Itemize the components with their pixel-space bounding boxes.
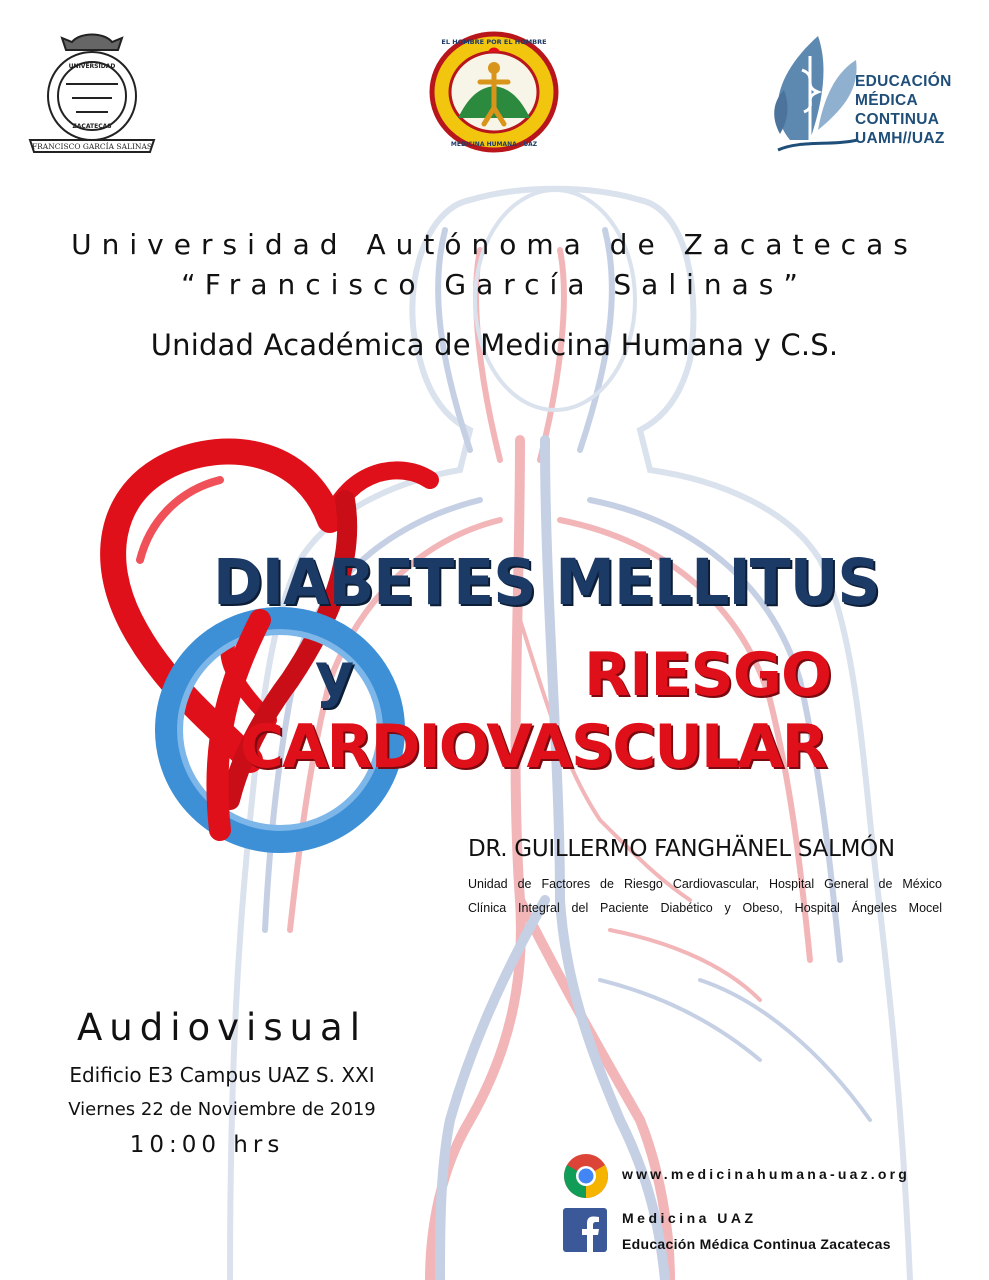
headline-riesgo: RIESGO [584, 640, 831, 710]
headline-diabetes-mellitus: DIABETES MELLITUS [213, 546, 880, 620]
facebook-icon [563, 1208, 607, 1252]
svg-text:MEDICINA HUMANA - UAZ: MEDICINA HUMANA - UAZ [450, 141, 538, 148]
speaker-name: DR. GUILLERMO FANGHÄNEL SALMÓN [468, 836, 895, 862]
facebook-page-name: Medicina UAZ [622, 1210, 757, 1226]
emc-line4: UAMH//UAZ [855, 130, 945, 147]
venue-block [40, 1006, 404, 1158]
university-subtitle: “Francisco García Salinas” [181, 268, 808, 301]
svg-text:FRANCISCO GARCÍA SALINAS: FRANCISCO GARCÍA SALINAS [31, 142, 153, 151]
venue-building: Edificio E3 Campus UAZ S. XXI [69, 1063, 375, 1087]
chrome-icon [562, 1152, 610, 1200]
speaker-affiliation-1: Unidad de Factores de Riesgo Cardiovascular, Hospital General de México [468, 877, 942, 891]
speaker-block [468, 836, 942, 920]
headline-connector: y [315, 640, 354, 710]
speaker-affiliation-2: Clínica Integral del Paciente Diabético y Obeso, Hospital Ángeles Mocel [468, 901, 942, 915]
academic-unit-title: Unidad Académica de Medicina Humana y C.S. [150, 328, 839, 362]
emc-line3: CONTINUA [855, 111, 940, 128]
event-date: Viernes 22 de Noviembre de 2019 [68, 1099, 376, 1120]
website-url: www.medicinahumana-uaz.org [622, 1166, 911, 1182]
university-title: Universidad Autónoma de Zacatecas [71, 228, 918, 261]
facebook-page-subtitle: Educación Médica Continua Zacatecas [622, 1236, 891, 1252]
svg-text:ZACATECAS: ZACATECAS [72, 123, 112, 130]
venue-room: Audiovisual [76, 1006, 368, 1049]
emc-line1: EDUCACIÓN [855, 73, 952, 90]
medicina-humana-seal-logo [428, 28, 560, 156]
svg-text:UNIVERSIDAD: UNIVERSIDAD [68, 63, 116, 70]
headline-cardiovascular: CARDIOVASCULAR [240, 712, 826, 782]
event-time: 10:00 hrs [129, 1132, 285, 1158]
emc-line2: MÉDICA [855, 92, 918, 109]
educacion-medica-continua-logo [770, 30, 970, 158]
svg-text:EL HOMBRE POR EL HOMBRE: EL HOMBRE POR EL HOMBRE [441, 38, 547, 46]
uaz-university-seal-logo [22, 28, 162, 156]
